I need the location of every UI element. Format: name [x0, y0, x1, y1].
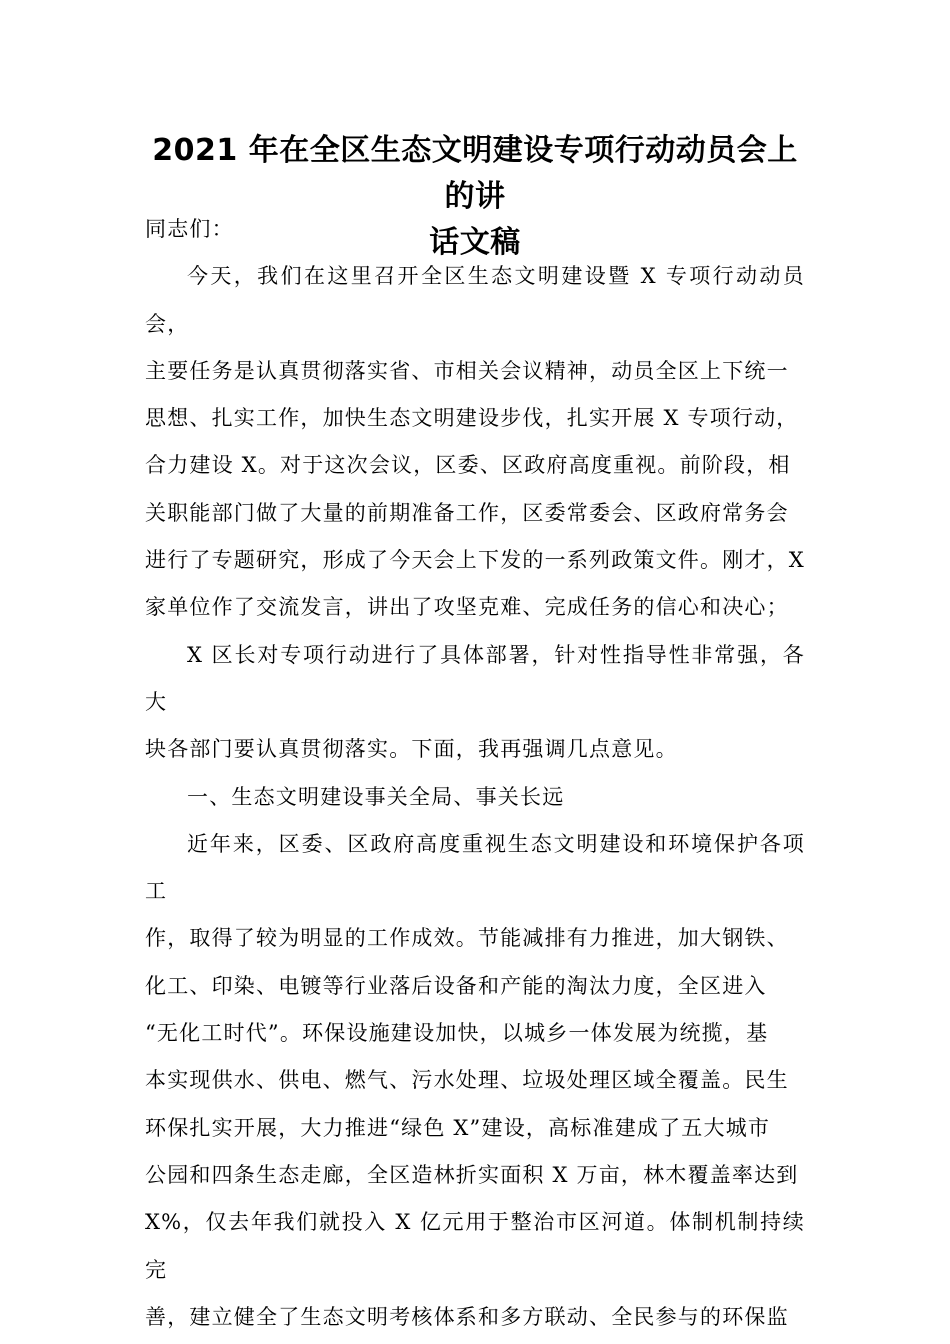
- paragraph-line: 块各部门要认真贯彻落实。下面，我再强调几点意见。: [145, 737, 678, 762]
- paragraph-line: 合力建设 X。对于这次会议，区委、区政府高度重视。前阶段，相: [145, 453, 791, 478]
- paragraph-line: 主要任务是认真贯彻落实省、市相关会议精神，动员全区上下统一: [145, 358, 789, 383]
- paragraph-line: X%，仅去年我们就投入 X 亿元用于整治市区河道。体制机制持续完: [145, 1210, 805, 1282]
- paragraph-line: 思想、扎实工作，加快生态文明建设步伐，扎实开展 X 专项行动，: [145, 406, 799, 431]
- paragraph-line: “无化工时代”。环保设施建设加快，以城乡一体发展为统揽，基: [145, 1021, 769, 1046]
- paragraph-line: 本实现供水、供电、燃气、污水处理、垃圾处理区域全覆盖。民生: [145, 1068, 789, 1093]
- paragraph-line: 善，建立健全了生态文明考核体系和多方联动、全民参与的环保监: [145, 1304, 789, 1329]
- paragraph-line: 关职能部门做了大量的前期准备工作，区委常委会、区政府常务会: [145, 500, 789, 525]
- paragraph-opening: [145, 253, 805, 631]
- paragraph-deployment: [145, 632, 805, 774]
- paragraph-line: 公园和四条生态走廊，全区造林折实面积 X 万亩，林木覆盖率达到: [145, 1162, 799, 1187]
- title-line-1: 2021 年在全区生态文明建设专项行动动员会上的讲: [152, 133, 798, 214]
- paragraph-line: 进行了专题研究，形成了今天会上下发的一系列政策文件。刚才，X: [145, 548, 805, 573]
- paragraph-line: 作，取得了较为明显的工作成效。节能减排有力推进，加大钢铁、: [145, 926, 789, 951]
- title-line-2: 话文稿: [429, 225, 521, 260]
- paragraph-line: 环保扎实开展，大力推进“绿色 X”建设，高标准建成了五大城市: [145, 1115, 771, 1140]
- paragraph-achievements: [145, 821, 805, 1341]
- paragraph-line: X 区长对专项行动进行了具体部署，针对性指导性非常强，各大: [145, 642, 805, 714]
- salutation: 同志们：: [145, 217, 234, 241]
- document-body: [145, 206, 805, 1341]
- paragraph-line: 家单位作了交流发言，讲出了攻坚克难、完成任务的信心和决心；: [145, 595, 789, 620]
- paragraph-line: 今天，我们在这里召开全区生态文明建设暨 X 专项行动动员会，: [145, 264, 805, 336]
- paragraph-line: 化工、印染、电镀等行业落后设备和产能的淘汰力度，全区进入: [145, 973, 767, 998]
- section-heading-text: 一、生态文明建设事关全局、事关长远: [187, 784, 565, 809]
- section-heading-1: [145, 774, 805, 821]
- paragraph-line: 近年来，区委、区政府高度重视生态文明建设和环境保护各项工: [145, 831, 805, 904]
